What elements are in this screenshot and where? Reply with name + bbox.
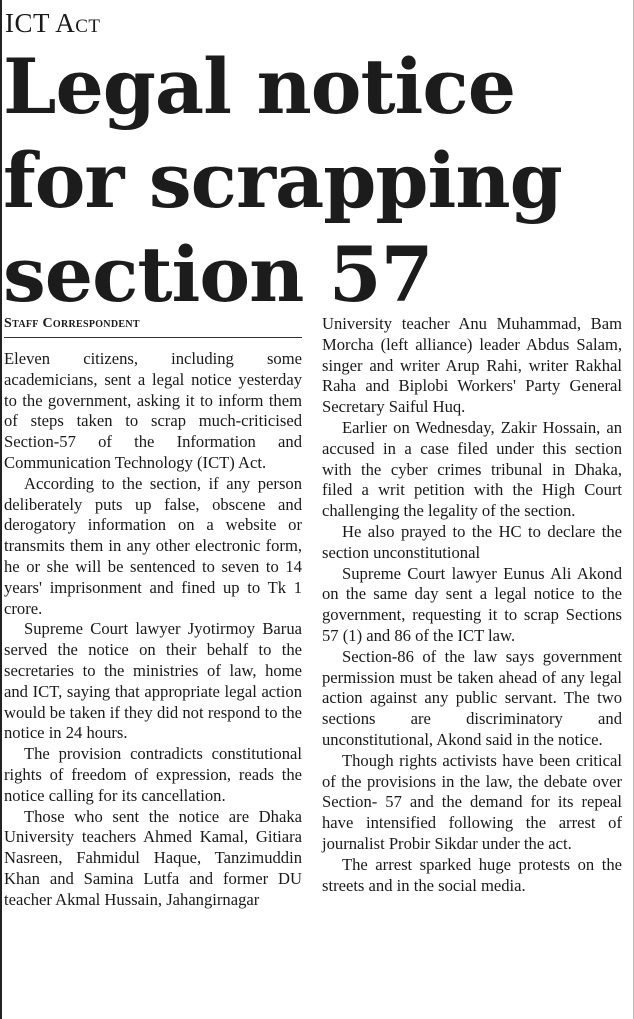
paragraph: Eleven citizens, including some academicians, sent a legal notice yesterday to the government, asking it to inform them of steps taken to scrap much-criticised Section-57 of the Information and Communication Technology (ICT) Act.: [4, 349, 302, 472]
paragraph: He also prayed to the HC to declare the section unconstitutional: [322, 521, 622, 562]
paragraph: Section-86 of the law says government permission must be taken ahead of any legal action against any public servant. The two sections are discriminatory and unconstitutional, Akond said in the notice.: [322, 646, 622, 749]
paragraph: Those who sent the notice are Dhaka University teachers Ahmed Kamal, Gitiara Nasreen, Fahmidul Haque, Tanzimuddin Khan and Samina Lutfa and former DU teacher Akmal Hussain, Jahangirnagar: [4, 806, 302, 909]
byline-rule: [4, 337, 302, 338]
section-kicker: ICT Act: [5, 8, 101, 38]
paragraph: The provision contradicts constitutional rights of freedom of expression, reads the notice calling for its cancellation.: [4, 744, 302, 805]
headline: [3, 40, 628, 322]
headline-line-3: section 57: [3, 230, 433, 319]
article-column-1: [4, 349, 302, 911]
paragraph: The arrest sparked huge protests on the streets and in the social media.: [322, 854, 622, 895]
paragraph: Supreme Court lawyer Eunus Ali Akond on the same day sent a legal notice to the government, requesting it to scrap Sections 57 (1) and 86 of the ICT law.: [322, 563, 622, 645]
page-border-left: [0, 0, 2, 1019]
paragraph: Though rights activists have been critical of the provisions in the law, the debate over Section- 57 and the demand for its repeal have intensified following the arrest of journalist Probir Sikdar under the act.: [322, 750, 622, 853]
article-column-2: [322, 314, 622, 896]
byline: Staff Correspondent: [4, 316, 140, 331]
headline-line-2: for scrapping: [3, 136, 562, 225]
paragraph: Supreme Court lawyer Jyotirmoy Barua served the notice on their behalf to the secretaries to the ministries of law, home and ICT, saying that appropriate legal action would be taken if they did not respond to the notice in 24 hours.: [4, 619, 302, 743]
headline-line-1: Legal notice: [3, 42, 516, 131]
paragraph: Earlier on Wednesday, Zakir Hossain, an accused in a case filed under this section with the cyber crimes tribunal in Dhaka, filed a writ petition with the High Court challenging the legality of the section.: [322, 417, 622, 521]
paragraph: University teacher Anu Muhammad, Bam Morcha (left alliance) leader Abdus Salam, singer and writer Arup Rahi, writer Rakhal Raha and Biplobi Workers' Party General Secretary Saiful Huq.: [322, 314, 622, 417]
paragraph: According to the section, if any person deliberately puts up false, obscene and derogatory information on a website or transmits them in any other electronic form, he or she will be sentenced to seven to 14 years' imprisonment and fined up to Tk 1 crore.: [4, 473, 302, 618]
